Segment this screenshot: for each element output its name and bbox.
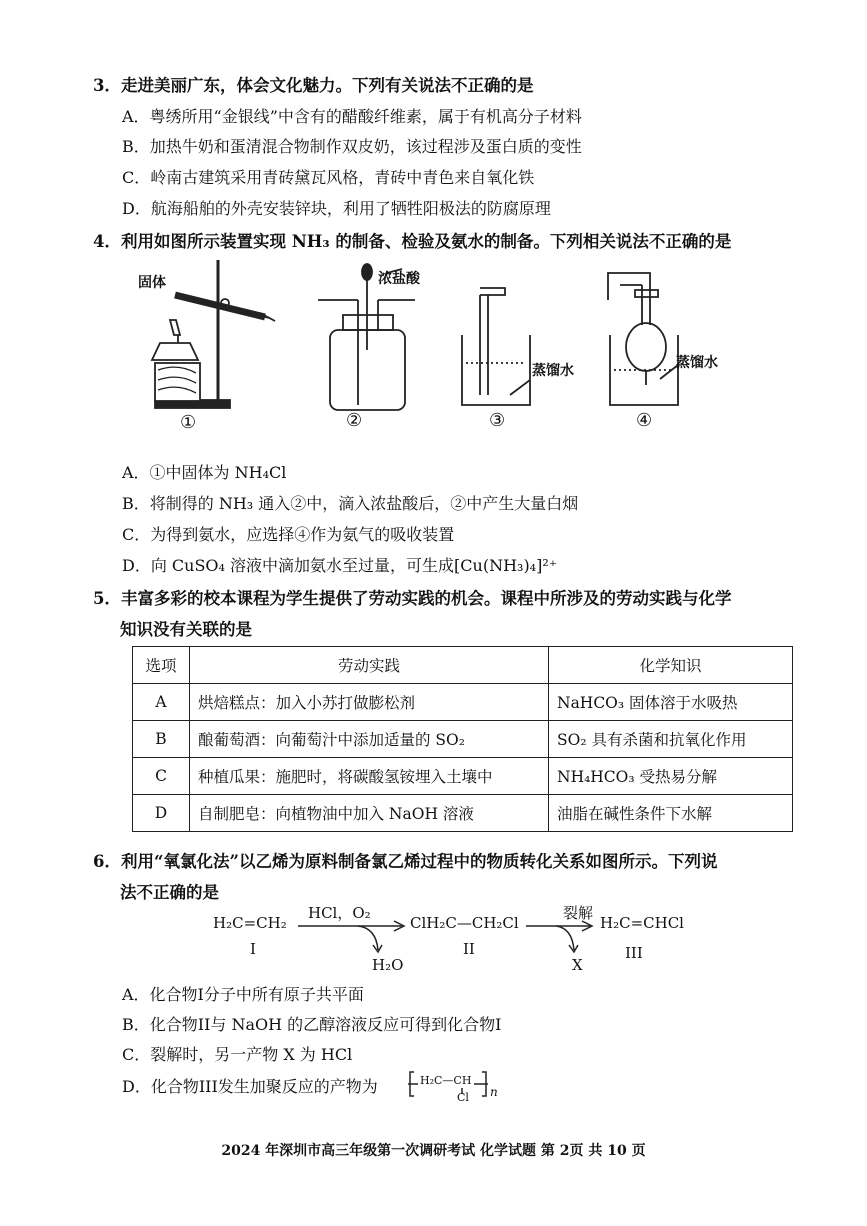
polymer-n: n: [490, 1085, 498, 1099]
byproduct-2: X: [572, 956, 583, 974]
table-row: [133, 758, 793, 795]
table-row: [133, 684, 793, 721]
row-practice: 烘焙糕点：加入小苏打做膨松剂: [190, 684, 549, 721]
apparatus-figure: [130, 255, 750, 435]
header-option: 选项: [133, 647, 190, 684]
reagent-2: 裂解: [563, 904, 594, 922]
polymer-sub: Cl: [457, 1091, 469, 1104]
apparatus-number-1: ①: [180, 412, 197, 433]
row-practice: 种植瓜果：施肥时，将碳酸氢铵埋入土壤中: [190, 758, 549, 795]
q6-option-d: D．化合物III发生加聚反应的产物为: [122, 1077, 378, 1096]
row-practice: 酿葡萄酒：向葡萄汁中添加适量的 SO₂: [190, 721, 549, 758]
q3-option-d: D．航海船舶的外壳安装锌块，利用了牺牲阳极法的防腐原理: [122, 199, 551, 218]
label-solid: 固体: [138, 275, 166, 291]
row-knowledge: 油脂在碱性条件下水解: [549, 795, 793, 832]
q3-stem: 3．走进美丽广东，体会文化魅力。下列有关说法不正确的是: [93, 76, 534, 95]
label-water-4: 蒸馏水: [676, 355, 718, 371]
q6-option-b: B．化合物II与 NaOH 的乙醇溶液反应可得到化合物I: [122, 1015, 502, 1034]
apparatus-number-3: ③: [489, 410, 506, 431]
q5-table: [132, 646, 793, 832]
q3-option-c: C．岭南古建筑采用青砖黛瓦风格，青砖中青色来自氧化铁: [122, 168, 535, 187]
table-row: [133, 721, 793, 758]
row-knowledge: NH₄HCO₃ 受热易分解: [549, 758, 793, 795]
q4-option-c: C．为得到氨水，应选择④作为氨气的吸收装置: [122, 525, 455, 544]
reagent-1: HCl，O₂: [308, 904, 371, 922]
header-knowledge: 化学知识: [549, 647, 793, 684]
q4-option-b: B．将制得的 NH₃ 通入②中，滴入浓盐酸后，②中产生大量白烟: [122, 494, 579, 513]
row-knowledge: SO₂ 具有杀菌和抗氧化作用: [549, 721, 793, 758]
row-option: A: [133, 684, 190, 721]
q3-option-a: A．粤绣所用“金银线”中含有的醋酸纤维素，属于有机高分子材料: [122, 107, 582, 126]
row-option: D: [133, 795, 190, 832]
page-footer: 2024 年深圳市高三年级第一次调研考试 化学试题 第 2页 共 10 页: [221, 1143, 646, 1159]
compound-1-label: I: [250, 940, 256, 958]
row-practice: 自制肥皂：向植物油中加入 NaOH 溶液: [190, 795, 549, 832]
q6-stem-line2: 法不正确的是: [120, 883, 219, 902]
label-water-3: 蒸馏水: [532, 363, 574, 379]
compound-3: H₂C=CHCl: [600, 914, 684, 932]
apparatus-number-4: ④: [636, 410, 653, 431]
q6-stem-line1: 6．利用“氧氯化法”以乙烯为原料制备氯乙烯过程中的物质转化关系如图所示。下列说: [93, 852, 718, 871]
q6-option-a: A．化合物I分子中所有原子共平面: [122, 985, 364, 1004]
compound-3-label: III: [625, 944, 643, 962]
q6-option-c: C．裂解时，另一产物 X 为 HCl: [122, 1045, 353, 1064]
compound-1: H₂C=CH₂: [213, 914, 287, 932]
polymer-main: H₂C—CH: [420, 1074, 472, 1087]
table-row: [133, 795, 793, 832]
byproduct-1: H₂O: [372, 956, 404, 974]
compound-2-label: II: [463, 940, 475, 958]
header-practice: 劳动实践: [190, 647, 549, 684]
q5-stem-line1: 5．丰富多彩的校本课程为学生提供了劳动实践的机会。课程中所涉及的劳动实践与化学: [93, 589, 732, 608]
compound-2: ClH₂C—CH₂Cl: [410, 914, 519, 932]
apparatus-number-2: ②: [346, 410, 363, 431]
row-option: B: [133, 721, 190, 758]
q4-stem: 4．利用如图所示装置实现 NH₃ 的制备、检验及氨水的制备。下列相关说法不正确的是: [93, 232, 732, 251]
row-knowledge: NaHCO₃ 固体溶于水吸热: [549, 684, 793, 721]
reaction-arrows: [290, 918, 610, 968]
q5-stem-line2: 知识没有关联的是: [120, 620, 252, 639]
q4-option-d: D．向 CuSO₄ 溶液中滴加氨水至过量，可生成[Cu(NH₃)₄]²⁺: [122, 556, 558, 575]
row-option: C: [133, 758, 190, 795]
q4-option-a: A．①中固体为 NH₄Cl: [122, 463, 287, 482]
table-header-row: [133, 647, 793, 684]
label-conc-hcl: 浓盐酸: [378, 271, 420, 287]
q3-option-b: B．加热牛奶和蛋清混合物制作双皮奶，该过程涉及蛋白质的变性: [122, 137, 582, 156]
